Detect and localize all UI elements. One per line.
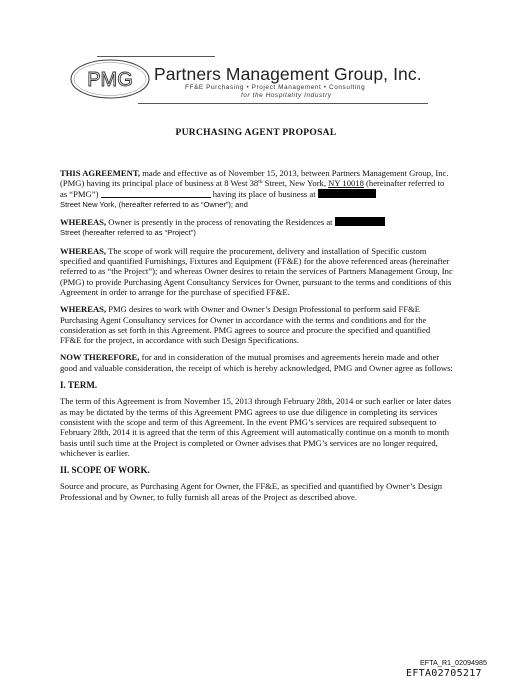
whereas-3-paragraph: [60, 304, 453, 345]
redaction-block: [335, 217, 385, 226]
whereas-2-paragraph: [60, 246, 453, 297]
letterhead-bottom-rule: [138, 103, 428, 104]
agreement-lead: THIS AGREEMENT,: [60, 168, 141, 178]
section-2-heading: II. SCOPE OF WORK.: [60, 465, 150, 476]
now-therefore-lead: NOW THEREFORE,: [60, 352, 140, 363]
whereas-1-lead: WHEREAS,: [60, 217, 107, 228]
agreement-paragraph: [60, 168, 453, 210]
letterhead: [0, 0, 512, 110]
section-1-text: The term of this Agreement is from November 15, 2013 through February 28th, 2014 or such earlier or later dates as may be dictated by the terms of this Agreement PMG agrees to use due diligence in completing its services consistent with the scope and term of this Agreement. In the event PMG’s services are required subsequent to February 28th, 2014 it is agreed that the term of this Agreement will automatically continue on a month to month basis until such time at the Project is completed or Owner advises that PMG’s services are no longer required, whichever is earlier.: [60, 396, 452, 458]
logo-text: PMG: [87, 69, 133, 91]
company-name: Partners Management Group, Inc.: [154, 64, 422, 84]
whereas-1-text: Owner is presently in the process of renovating the Residences at: [106, 217, 335, 228]
whereas-1-line-2: Street (hereafter referred to as “Project”): [60, 228, 196, 238]
agreement-text-5: Street New York, (hereafter referred to as “Owner”); and: [60, 199, 248, 209]
whereas-2-text: The scope of work will require the procurement, delivery and installation of Specific custom specified and quantified Furnishings, Fixtures and Equipment (FF&E) for the above referenced areas (hereinafter referred to as “the Project”); and whereas Owner desires to retain the services of Partners Management Group, Inc (PMG) to provide Purchasing Agent Consultancy Services for Owner, pursuant to the terms and conditions of this Agreement in order to arrange for the purchase of specified FF&E.: [60, 245, 453, 297]
agreement-underlined: NY 10018: [328, 178, 364, 189]
company-tagline: FF&E Purchasing • Project Management • Consulting: [185, 84, 366, 91]
document-body: [60, 168, 453, 509]
footer-document-id: EFTA_R1_02094985: [420, 658, 487, 667]
section-1-heading: I. TERM.: [60, 380, 98, 391]
blank-line: [101, 190, 211, 198]
agreement-text-1: made and effective as of November 15, 2013, between Partners Management Group, Inc. (PMG) having its principal place of business at 8 West 38: [60, 168, 449, 189]
agreement-text-2: Street, New York,: [262, 178, 329, 189]
company-tagline-2: for the Hospitality Industry: [241, 92, 332, 99]
whereas-1-paragraph: [60, 217, 453, 239]
agreement-sup: th: [258, 179, 263, 186]
footer-bates-number: EFTA02705217: [406, 668, 482, 679]
redaction-block: [318, 189, 376, 198]
now-therefore-text: for and in consideration of the mutual promises and agreements herein made and other good and valuable consideration, the receipt of which is hereby acknowledged, PMG and Owner agree as follows:: [60, 352, 453, 373]
now-therefore-paragraph: [60, 352, 453, 373]
agreement-text-4: having its place of business at: [210, 188, 318, 199]
agreement-text-3: (hereinafter referred to as “PMG”): [60, 178, 445, 199]
whereas-3-text: PMG desires to work with Owner and Owner’s Design Professional to perform said FF&E Purchasing Agent Consultancy services for Owner in accordance with the terms and conditions and for the consideration as set forth in this Agreement. PMG agrees to source and procure the specified and quantified FF&E for the project, in accordance with such Design Specifications.: [60, 304, 431, 346]
section-2-text: Source and procure, as Purchasing Agent for Owner, the FF&E, as specified and quantified by Owner’s Design Professional and by Owner, to fully furnish all areas of the Project as described above.: [60, 481, 443, 502]
document-title: PURCHASING AGENT PROPOSAL: [175, 128, 337, 138]
pmg-logo: [69, 57, 151, 101]
whereas-2-lead: WHEREAS,: [60, 245, 107, 256]
whereas-3-lead: WHEREAS,: [60, 304, 107, 315]
